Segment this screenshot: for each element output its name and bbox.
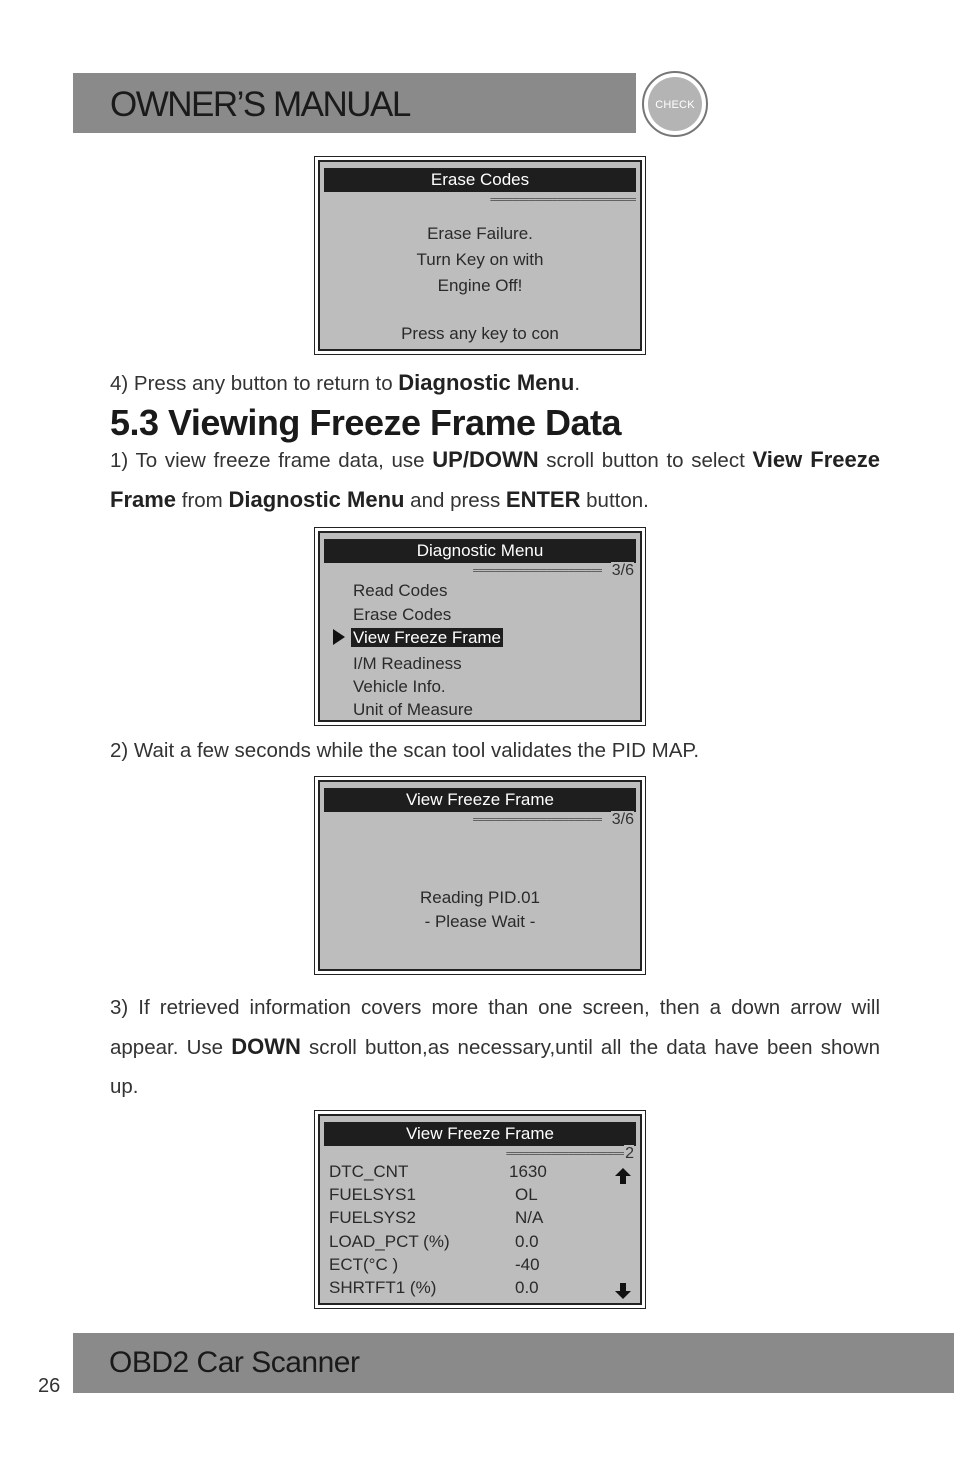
data-row-label: SHRTFT1 (%)	[329, 1278, 437, 1297]
data-row-label: FUELSYS1	[329, 1185, 416, 1204]
arrow-down-icon	[614, 1282, 632, 1300]
header-band	[73, 73, 636, 133]
menu-item-vehicle-info[interactable]: Vehicle Info.	[353, 677, 446, 696]
screen-title: Erase Codes	[324, 168, 636, 192]
screen-message: Reading PID.01	[419, 888, 541, 907]
section-heading: 5.3 Viewing Freeze Frame Data	[110, 402, 622, 443]
page-number: 26	[38, 1375, 61, 1397]
screen-prompt: Press any key to con	[401, 324, 559, 343]
data-row-value: 1630	[509, 1162, 547, 1181]
screen-message: Erase Failure.	[427, 224, 533, 243]
data-row-value: OL	[515, 1185, 538, 1204]
screen-title: View Freeze Frame	[324, 788, 636, 812]
page-indicator: 2	[625, 1145, 634, 1162]
screen-message: Turn Key on with	[416, 250, 544, 269]
screen-divider: =====================	[505, 1147, 624, 1160]
screen-title: Diagnostic Menu	[324, 539, 636, 563]
data-row-value: -40	[515, 1255, 540, 1274]
screen-message: - Please Wait -	[424, 912, 536, 931]
check-logo-text: CHECK	[655, 99, 695, 111]
step-1-text: 1) To view freeze frame data, use UP/DOWN scroll button to select View Freeze Frame from Diagnostic Menu and press ENTER button.	[110, 447, 880, 512]
arrow-up-icon	[614, 1167, 632, 1185]
data-row-label: DTC_CNT	[329, 1162, 409, 1181]
data-row-label: FUELSYS2	[329, 1208, 416, 1227]
manual-title: OWNER’S MANUAL	[110, 85, 410, 124]
lcd-screen-freeze-frame-data	[314, 1110, 646, 1309]
lcd-screen-diagnostic-menu	[314, 527, 646, 726]
data-row-value: 0.0	[515, 1278, 539, 1297]
screen-message: Engine Off!	[437, 276, 523, 295]
lcd-screen-reading-pid	[314, 776, 646, 975]
selection-pointer-icon	[333, 629, 345, 645]
data-row-value: N/A	[515, 1208, 544, 1227]
menu-item-im-readiness[interactable]: I/M Readiness	[353, 654, 462, 673]
step-3-text: 3) If retrieved information covers more than one screen, then a down arrow will appear. Use DOWN scroll button,as necessary,until all the data have been shown up.	[110, 996, 881, 1098]
menu-item-view-freeze-frame[interactable]: View Freeze Frame	[353, 628, 502, 647]
data-row-label: LOAD_PCT (%)	[329, 1232, 450, 1251]
screen-divider: ==========================	[489, 193, 636, 206]
menu-item-unit-of-measure[interactable]: Unit of Measure	[353, 700, 473, 719]
page-indicator: 3/6	[611, 562, 634, 579]
page-indicator: 3/6	[611, 811, 634, 828]
data-row-value: 0.0	[515, 1232, 539, 1251]
menu-item-read-codes[interactable]: Read Codes	[353, 581, 448, 600]
data-row-label: ECT(°C )	[329, 1255, 399, 1274]
footer-band	[73, 1333, 954, 1393]
step-4-text: 4) Press any button to return to Diagnostic Menu.	[110, 370, 581, 395]
screen-divider: =======================	[472, 813, 602, 826]
screen-divider: =======================	[472, 564, 602, 577]
check-engine-logo	[642, 71, 708, 137]
step-2-text: 2) Wait a few seconds while the scan tool validates the PID MAP.	[110, 739, 700, 762]
lcd-screen-erase-codes	[314, 156, 646, 355]
product-name: OBD2 Car Scanner	[109, 1346, 360, 1379]
menu-item-erase-codes[interactable]: Erase Codes	[353, 605, 452, 624]
screen-title: View Freeze Frame	[324, 1122, 636, 1146]
